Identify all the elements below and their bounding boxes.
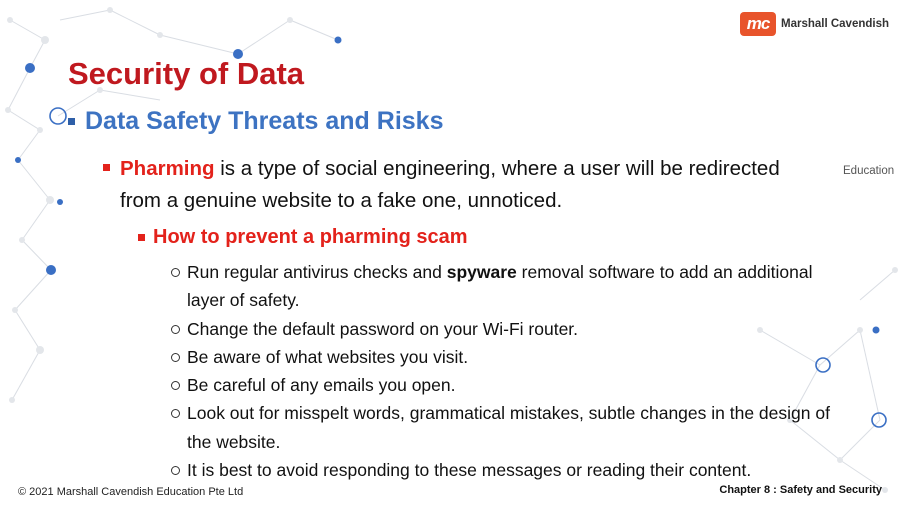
square-bullet-icon: [68, 118, 75, 125]
logo-line2: Education: [843, 165, 895, 177]
list-item: [170, 258, 850, 315]
circle-bullet-icon: [171, 466, 180, 475]
section-heading: Data Safety Threats and Risks: [85, 107, 444, 135]
circle-bullet-icon: [171, 268, 180, 277]
heading-bullet: [68, 107, 443, 136]
tip-text: Be careful of any emails you open.: [187, 375, 456, 396]
subheading: How to prevent a pharming scam: [153, 226, 468, 248]
square-bullet-icon: [103, 164, 110, 171]
copyright-footer: © 2021 Marshall Cavendish Education Pte Ltd: [18, 486, 244, 498]
definition-text: [120, 153, 783, 217]
list-item: [170, 399, 850, 456]
circle-bullet-icon: [171, 381, 180, 390]
logo-mark: mc: [740, 12, 776, 36]
definition-rest: is a type of social engineering, where a user will be redirected from a genuine website to a fake one, unnoticed.: [120, 157, 780, 212]
list-item: [170, 315, 850, 343]
circle-bullet-icon: [171, 353, 180, 362]
tips-list: [170, 258, 850, 484]
list-item: [170, 371, 850, 399]
tip-text-after: removal software to add an additional layer of safety.: [187, 262, 813, 311]
square-bullet-icon: [138, 234, 145, 241]
list-item: [170, 343, 850, 371]
tip-text: Be aware of what websites you visit.: [187, 346, 469, 367]
logo-line1: Marshall Cavendish: [781, 18, 890, 30]
logo-text: [781, 18, 895, 177]
slide-title: Security of Data: [68, 56, 305, 91]
tip-text: Change the default password on your Wi-Fi router.: [187, 318, 579, 339]
publisher-logo: [740, 12, 895, 177]
circle-bullet-icon: [171, 409, 180, 418]
subheading-bullet: [138, 226, 468, 249]
tip-text: It is best to avoid responding to these messages or reading their content.: [187, 460, 752, 481]
definition-bullet: [103, 153, 783, 217]
list-item: [170, 456, 850, 484]
chapter-footer: Chapter 8 : Safety and Security: [719, 484, 882, 496]
tip-text: Look out for misspelt words, grammatical mistakes, subtle changes in the design of the website.: [187, 403, 830, 452]
tip-bold-term: spyware: [446, 262, 517, 282]
definition-term: Pharming: [120, 157, 215, 180]
tip-text-before: Run regular antivirus checks and: [187, 262, 447, 282]
circle-bullet-icon: [171, 325, 180, 334]
